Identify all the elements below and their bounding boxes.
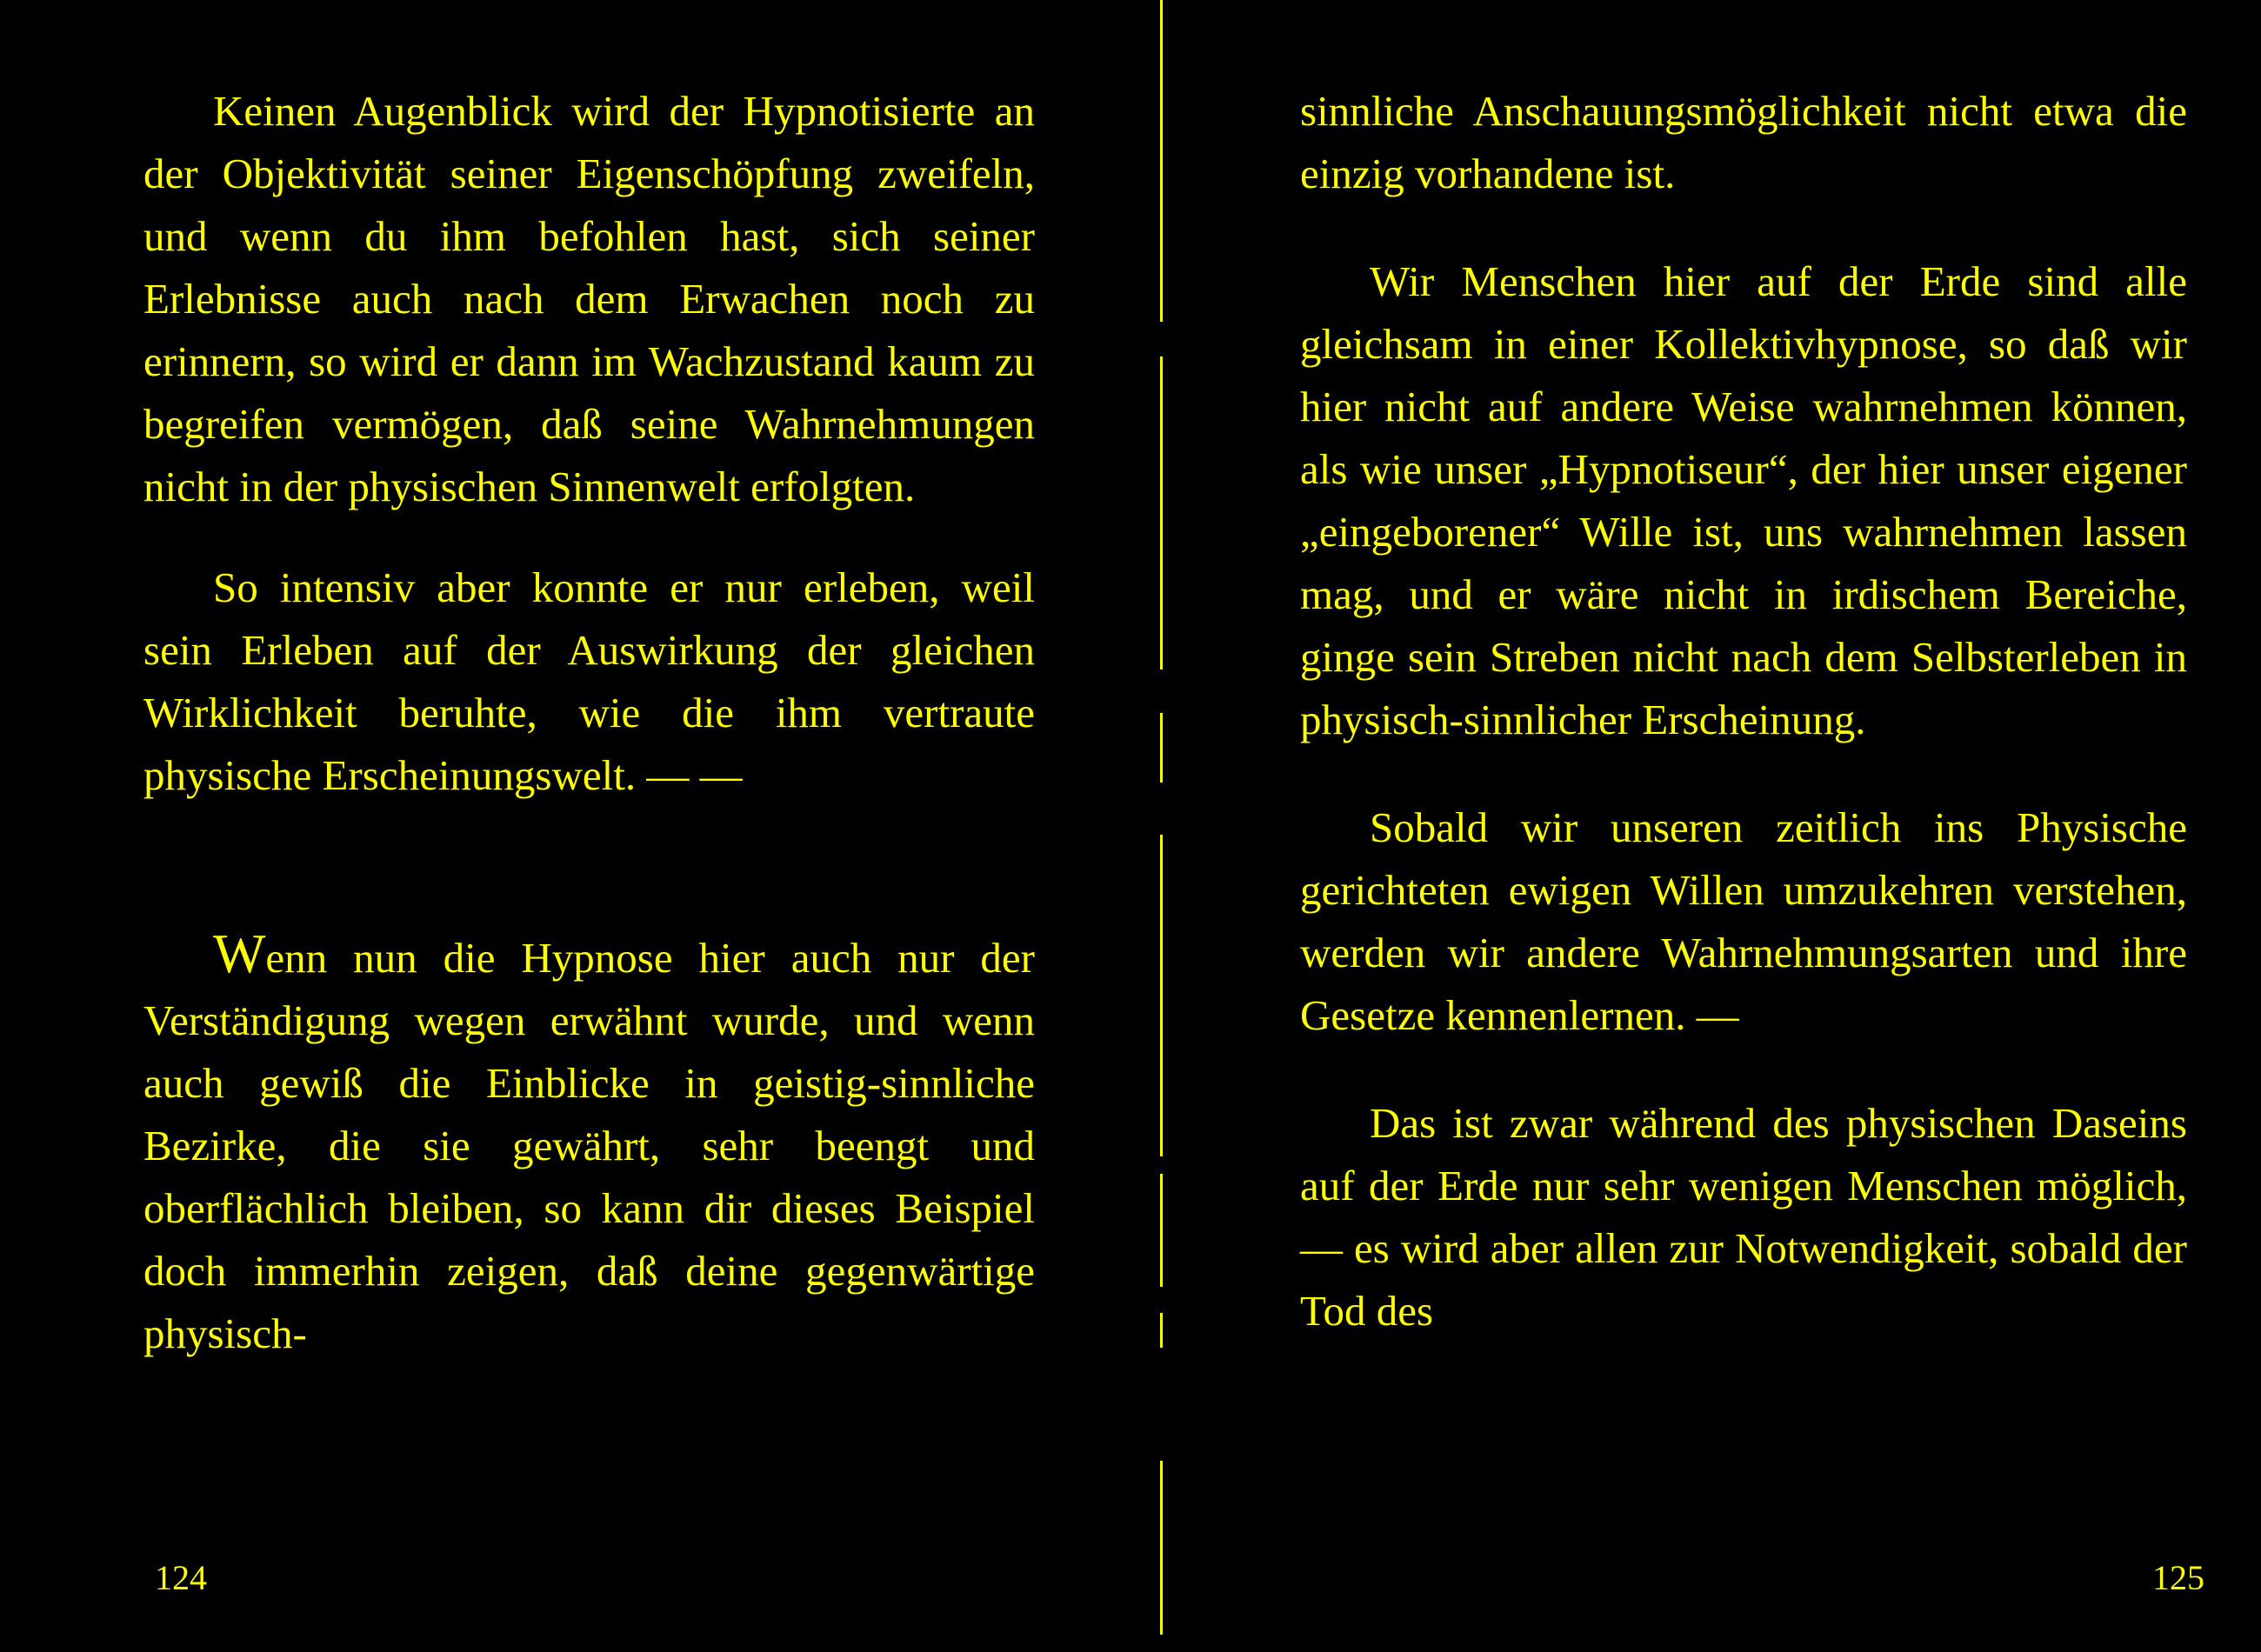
page-number: 125 (2152, 1558, 2204, 1597)
paragraph: Das ist zwar während des physischen Daseins auf der Erde nur sehr wenigen Menschen möglich, — es wird aber allen zur Notwendigkeit, sobald der Tod des (1300, 1099, 2187, 1335)
left-page-text (143, 80, 1035, 1365)
paragraph: So intensiv aber konnte er nur erleben, weil sein Erleben auf der Auswirkung der gleichen Wirklichkeit beruhte, wie die ihm vertraute physische Erscheinungswelt. — — (143, 563, 1035, 799)
page-number: 124 (155, 1558, 207, 1597)
book-gutter (1160, 0, 1165, 1652)
paragraph-text: enn nun die Hypnose hier auch nur der Verständigung wegen erwähnt wurde, und wenn auch gewiß die Einblicke in geistig-sinnliche Bezirke, die sie gewährt, sehr beengt und oberflächlich bleiben, so kann dir dieses Beispiel doch immerhin zeigen, daß deine gegenwärtige physisch- (143, 934, 1035, 1357)
paragraph: Wir Menschen hier auf der Erde sind alle gleichsam in einer Kollektivhypnose, so daß wir hier nicht auf andere Weise wahrnehmen können, als wie unser „Hypnotiseur“, der hier unser eigener „eingeborener“ Wille ist, uns wahrnehmen lassen mag, und er wäre nicht in irdischem Bereiche, ginge sein Streben nicht nach dem Selbsterleben in physisch-sinnlicher Erscheinung. (1300, 257, 2187, 743)
paragraph: sinnliche Anschauungsmöglichkeit nicht etwa die einzig vorhandene ist. (1300, 87, 2187, 197)
right-page (1183, 0, 2261, 1652)
paragraph: Sobald wir unseren zeitlich ins Physische gerichteten ewigen Willen umzukehren verstehen, werden wir andere Wahrnehmungsarten und ihre Gesetze kennenlernen. — (1300, 803, 2187, 1039)
paragraph: Keinen Augenblick wird der Hypnotisierte an der Objektivität seiner Eigenschöpfung zweifeln, und wenn du ihm befohlen hast, sich seiner Erlebnisse auch nach dem Erwachen noch zu erinnern, so wird er dann im Wachzustand kaum zu begreifen vermögen, daß seine Wahrnehmungen nicht in der physischen Sinnenwelt erfolgten. (143, 87, 1035, 510)
paragraph (143, 923, 1035, 1365)
right-page-text (1300, 80, 2187, 1342)
drop-cap: W (213, 923, 266, 984)
